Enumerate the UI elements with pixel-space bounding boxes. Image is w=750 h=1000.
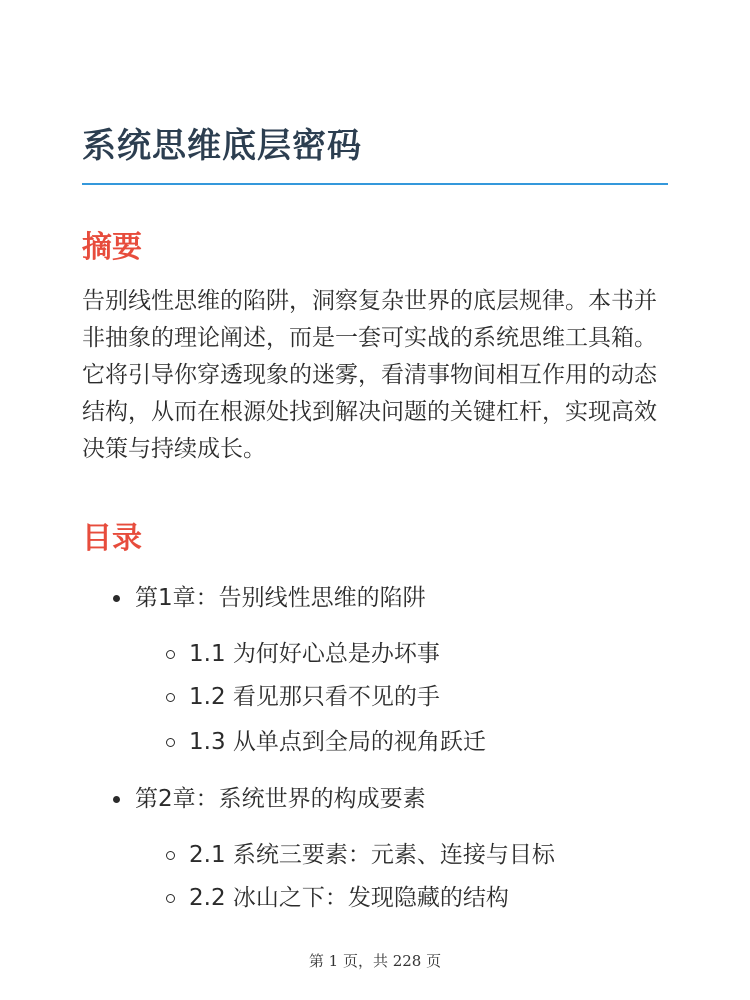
toc-section-2-2 bbox=[189, 882, 509, 914]
bullet-circle-icon bbox=[166, 738, 175, 747]
bullet-circle-icon bbox=[166, 693, 175, 702]
toc-chapter-2 bbox=[135, 783, 426, 815]
toc-chapter-label: 第1章：告别线性思维的陷阱 bbox=[135, 585, 426, 611]
page-footer: 第 1 页，共 228 页 bbox=[308, 952, 442, 970]
toc-section-label: 2.1 系统三要素：元素、连接与目标 bbox=[189, 842, 555, 868]
toc-section-1-1 bbox=[189, 638, 440, 670]
title-divider bbox=[82, 183, 668, 185]
bullet-circle-icon bbox=[166, 851, 175, 860]
bullet-circle-icon bbox=[166, 894, 175, 903]
toc-section-label: 1.2 看见那只看不见的手 bbox=[189, 684, 440, 710]
toc-section-label: 1.3 从单点到全局的视角跃迁 bbox=[189, 729, 486, 755]
abstract-paragraph: 告别线性思维的陷阱，洞察复杂世界的底层规律。本书并非抽象的理论阐述，而是一套可实战的系统思维工具箱。它将引导你穿透现象的迷雾，看清事物间相互作用的动态结构，从而在根源处找到解决问题的关键杠杆，实现高效决策与持续成长。 bbox=[82, 288, 657, 462]
abstract-heading: 摘要 bbox=[82, 230, 142, 265]
toc-chapter-label: 第2章：系统世界的构成要素 bbox=[135, 786, 426, 812]
toc-chapter-1 bbox=[135, 582, 426, 614]
toc-section-1-2 bbox=[189, 681, 440, 713]
bullet-circle-icon bbox=[166, 650, 175, 659]
toc-section-2-1 bbox=[189, 839, 555, 871]
toc-section-label: 1.1 为何好心总是办坏事 bbox=[189, 641, 440, 667]
toc-heading: 目录 bbox=[82, 521, 142, 556]
toc-section-label: 2.2 冰山之下：发现隐藏的结构 bbox=[189, 885, 509, 911]
document-title: 系统思维底层密码 bbox=[82, 126, 362, 166]
toc-section-1-3 bbox=[189, 726, 486, 758]
bullet-disc-icon bbox=[113, 595, 120, 602]
bullet-disc-icon bbox=[113, 796, 120, 803]
